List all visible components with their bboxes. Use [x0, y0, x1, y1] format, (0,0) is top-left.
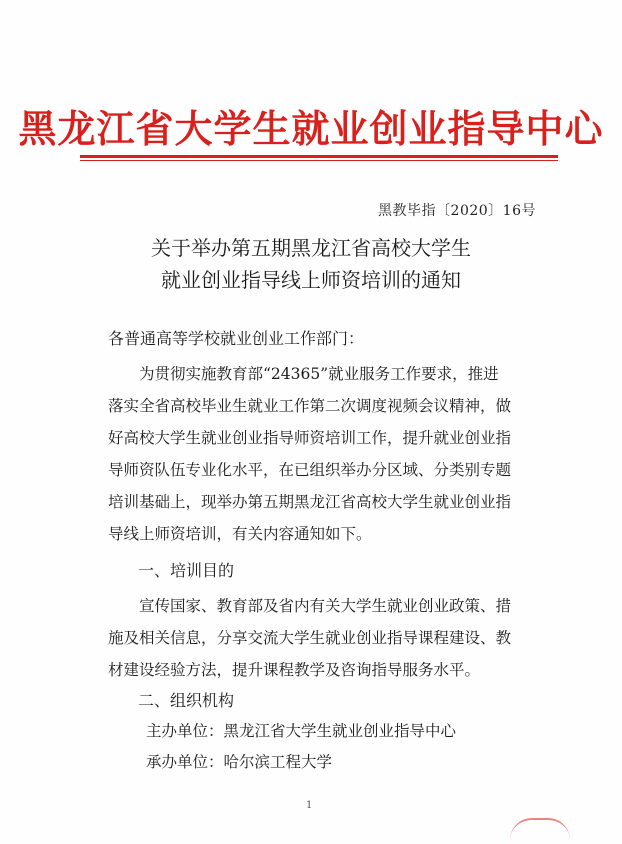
- intro-line: 好高校大学生就业创业指导师资培训工作，提升就业创业指: [108, 429, 512, 447]
- notice-title-line2: 就业创业指导线上师资培训的通知: [161, 268, 461, 292]
- seal-stamp-edge: [510, 818, 570, 840]
- notice-title-line1: 关于举办第五期黑龙江省高校大学生: [151, 236, 471, 260]
- salutation: 各普通高等学校就业创业工作部门：: [108, 329, 365, 348]
- section1-heading: 一、培训目的: [138, 561, 235, 580]
- masthead-rule-thick: [80, 155, 558, 158]
- page-number: 1: [306, 800, 313, 811]
- intro-line: 导线上师资培训，有关内容通知如下。: [108, 525, 372, 543]
- section2-heading: 二、组织机构: [138, 691, 235, 710]
- intro-line: 为贯彻实施教育部“24365”就业服务工作要求，推进: [139, 365, 499, 383]
- masthead-rule-thin: [80, 160, 558, 161]
- section1-line: 施及相关信息，分享交流大学生就业创业指导课程建设、教: [108, 629, 512, 647]
- section1-paragraph: [108, 590, 544, 686]
- intro-line: 培训基础上，现举办第五期黑龙江省高校大学生就业创业指: [108, 493, 512, 511]
- host-line: 承办单位：哈尔滨工程大学: [146, 753, 333, 771]
- document-number: 黑教毕指〔2020〕16号: [378, 203, 536, 219]
- intro-line: 落实全省高校毕业生就业工作第二次调度视频会议精神，做: [108, 397, 512, 415]
- intro-paragraph: [108, 358, 544, 550]
- section1-line: 宣传国家、教育部及省内有关大学生就业创业政策、措: [139, 597, 512, 615]
- section1-line: 材建设经验方法，提升课程教学及咨询指导服务水平。: [108, 661, 481, 679]
- organizer-line: 主办单位：黑龙江省大学生就业创业指导中心: [146, 722, 457, 740]
- intro-line: 导师资队伍专业化水平，在已组织举办分区域、分类别专题: [108, 461, 512, 479]
- masthead-title: 黑龙江省大学生就业创业指导中心: [18, 106, 604, 151]
